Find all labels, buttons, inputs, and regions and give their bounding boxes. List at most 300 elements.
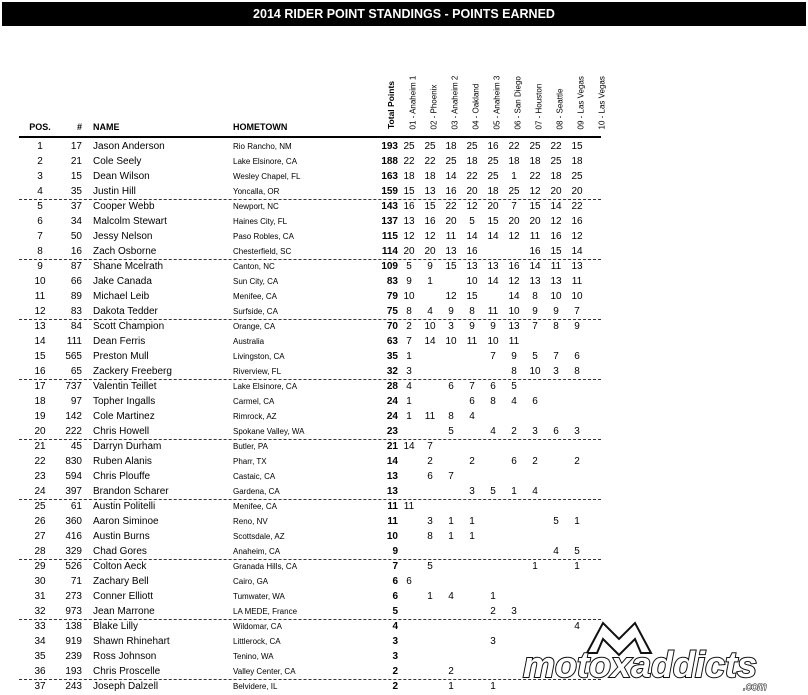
cell-round-points: 13 bbox=[445, 246, 457, 257]
cell-round-points: 1 bbox=[406, 396, 412, 407]
cell-round-points: 7 bbox=[406, 336, 412, 347]
cell-round-points: 9 bbox=[553, 306, 559, 317]
table-row bbox=[0, 409, 808, 424]
cell-round-points: 10 bbox=[466, 276, 478, 287]
cell-round-points: 3 bbox=[553, 366, 559, 377]
cell-round-points: 13 bbox=[571, 261, 583, 272]
cell-round-points: 10 bbox=[487, 336, 499, 347]
cell-round-points: 5 bbox=[406, 261, 412, 272]
cell-name: Justin Hill bbox=[93, 186, 136, 197]
cell-round-points: 14 bbox=[424, 336, 436, 347]
cell-number: 61 bbox=[70, 501, 82, 512]
cell-name: Dean Ferris bbox=[93, 336, 146, 347]
cell-hometown: Reno, NV bbox=[233, 517, 268, 526]
cell-round-points: 16 bbox=[550, 231, 562, 242]
cell-round-points: 11 bbox=[466, 336, 478, 347]
cell-round-points: 14 bbox=[550, 201, 562, 212]
cell-round-points: 1 bbox=[511, 486, 517, 497]
cell-round-points: 20 bbox=[424, 246, 436, 257]
cell-round-points: 12 bbox=[571, 231, 583, 242]
cell-round-points: 7 bbox=[448, 471, 454, 482]
cell-total: 24 bbox=[386, 396, 398, 407]
cell-round-points: 12 bbox=[529, 186, 541, 197]
col-header-round: 06 - San Diego bbox=[513, 76, 523, 130]
cell-name: Darryn Durham bbox=[93, 441, 162, 452]
cell-round-points: 4 bbox=[553, 546, 559, 557]
cell-round-points: 6 bbox=[511, 456, 517, 467]
cell-pos: 8 bbox=[37, 246, 43, 257]
cell-round-points: 8 bbox=[511, 366, 517, 377]
cell-round-points: 25 bbox=[403, 141, 415, 152]
cell-round-points: 16 bbox=[529, 246, 541, 257]
table-row bbox=[0, 424, 808, 439]
cell-pos: 4 bbox=[37, 186, 43, 197]
cell-round-points: 10 bbox=[403, 291, 415, 302]
cell-round-points: 8 bbox=[532, 291, 538, 302]
cell-pos: 36 bbox=[34, 666, 46, 677]
cell-round-points: 13 bbox=[529, 276, 541, 287]
cell-round-points: 2 bbox=[574, 456, 580, 467]
cell-round-points: 15 bbox=[529, 201, 541, 212]
cell-round-points: 22 bbox=[403, 156, 415, 167]
cell-round-points: 12 bbox=[508, 276, 520, 287]
cell-total: 9 bbox=[392, 546, 398, 557]
cell-round-points: 5 bbox=[574, 546, 580, 557]
cell-round-points: 25 bbox=[487, 156, 499, 167]
cell-name: Joseph Dalzell bbox=[93, 681, 159, 692]
cell-round-points: 3 bbox=[406, 366, 412, 377]
cell-round-points: 18 bbox=[445, 141, 457, 152]
cell-round-points: 15 bbox=[487, 216, 499, 227]
cell-hometown: Riverview, FL bbox=[233, 367, 282, 376]
cell-pos: 18 bbox=[34, 396, 46, 407]
cell-total: 3 bbox=[392, 636, 398, 647]
cell-total: 6 bbox=[392, 591, 398, 602]
cell-hometown: Australia bbox=[233, 337, 265, 346]
cell-name: Malcolm Stewart bbox=[93, 216, 167, 227]
cell-round-points: 6 bbox=[532, 396, 538, 407]
cell-number: 397 bbox=[65, 486, 82, 497]
col-header-total: Total Points bbox=[386, 80, 396, 129]
col-header-pos: POS. bbox=[29, 122, 51, 132]
cell-round-points: 4 bbox=[427, 306, 433, 317]
cell-round-points: 6 bbox=[427, 471, 433, 482]
cell-round-points: 16 bbox=[445, 186, 457, 197]
cell-name: Chris Howell bbox=[93, 426, 150, 437]
cell-round-points: 12 bbox=[403, 231, 415, 242]
cell-number: 565 bbox=[65, 351, 82, 362]
cell-pos: 21 bbox=[34, 441, 46, 452]
cell-pos: 25 bbox=[34, 501, 46, 512]
cell-name: Austin Politelli bbox=[93, 501, 156, 512]
cell-round-points: 1 bbox=[574, 516, 580, 527]
cell-number: 111 bbox=[66, 336, 82, 347]
cell-round-points: 20 bbox=[571, 186, 583, 197]
cell-number: 65 bbox=[70, 366, 82, 377]
cell-hometown: Menifee, CA bbox=[233, 502, 278, 511]
cell-number: 193 bbox=[65, 666, 82, 677]
table-row bbox=[0, 169, 808, 184]
cell-round-points: 16 bbox=[424, 216, 436, 227]
cell-round-points: 4 bbox=[490, 426, 496, 437]
cell-hometown: Newport, NC bbox=[233, 202, 279, 211]
cell-round-points: 7 bbox=[469, 381, 475, 392]
table-row bbox=[0, 439, 808, 454]
cell-round-points: 6 bbox=[490, 381, 496, 392]
cell-total: 32 bbox=[386, 366, 398, 377]
cell-round-points: 1 bbox=[490, 591, 496, 602]
cell-total: 10 bbox=[386, 531, 398, 542]
cell-number: 919 bbox=[65, 636, 82, 647]
cell-round-points: 6 bbox=[406, 576, 412, 587]
cell-hometown: Scottsdale, AZ bbox=[233, 532, 285, 541]
cell-pos: 33 bbox=[34, 621, 46, 632]
cell-round-points: 15 bbox=[403, 186, 415, 197]
cell-round-points: 6 bbox=[574, 351, 580, 362]
cell-round-points: 20 bbox=[550, 186, 562, 197]
cell-pos: 7 bbox=[37, 231, 43, 242]
cell-total: 79 bbox=[386, 291, 398, 302]
col-header-round: 10 - Las Vegas bbox=[597, 76, 607, 130]
table-row bbox=[0, 364, 808, 379]
cell-round-points: 20 bbox=[445, 216, 457, 227]
cell-name: Jake Canada bbox=[93, 276, 152, 287]
cell-round-points: 7 bbox=[427, 441, 433, 452]
cell-pos: 16 bbox=[34, 366, 46, 377]
cell-number: 973 bbox=[65, 606, 82, 617]
cell-round-points: 8 bbox=[448, 411, 454, 422]
cell-round-points: 20 bbox=[529, 216, 541, 227]
table-row bbox=[0, 259, 808, 274]
cell-total: 13 bbox=[386, 471, 398, 482]
cell-round-points: 9 bbox=[448, 306, 454, 317]
cell-number: 35 bbox=[70, 186, 82, 197]
cell-number: 594 bbox=[65, 471, 82, 482]
cell-hometown: Granada Hills, CA bbox=[233, 562, 298, 571]
cell-name: Preston Mull bbox=[93, 351, 149, 362]
cell-hometown: Gardena, CA bbox=[233, 487, 280, 496]
cell-round-points: 12 bbox=[424, 231, 436, 242]
cell-number: 138 bbox=[65, 621, 82, 632]
cell-total: 5 bbox=[392, 606, 398, 617]
cell-total: 159 bbox=[381, 186, 398, 197]
cell-hometown: Lake Elsinore, CA bbox=[233, 157, 298, 166]
cell-round-points: 2 bbox=[448, 666, 454, 677]
cell-hometown: Menifee, CA bbox=[233, 292, 278, 301]
cell-number: 97 bbox=[70, 396, 82, 407]
cell-round-points: 11 bbox=[529, 231, 541, 242]
cell-round-points: 14 bbox=[403, 441, 415, 452]
cell-round-points: 7 bbox=[490, 351, 496, 362]
table-row bbox=[0, 229, 808, 244]
cell-round-points: 9 bbox=[511, 351, 517, 362]
cell-round-points: 15 bbox=[550, 246, 562, 257]
cell-round-points: 11 bbox=[550, 261, 562, 272]
cell-round-points: 15 bbox=[424, 201, 436, 212]
cell-hometown: Wesley Chapel, FL bbox=[233, 172, 301, 181]
table-row bbox=[0, 289, 808, 304]
cell-pos: 12 bbox=[34, 306, 46, 317]
cell-round-points: 1 bbox=[469, 516, 475, 527]
cell-number: 243 bbox=[65, 681, 82, 692]
cell-round-points: 18 bbox=[403, 171, 415, 182]
cell-pos: 32 bbox=[34, 606, 46, 617]
cell-number: 84 bbox=[70, 321, 82, 332]
table-row bbox=[0, 139, 808, 154]
header-divider bbox=[19, 136, 601, 138]
cell-round-points: 12 bbox=[508, 231, 520, 242]
cell-pos: 2 bbox=[37, 156, 43, 167]
table-row bbox=[0, 529, 808, 544]
cell-pos: 23 bbox=[34, 471, 46, 482]
cell-total: 83 bbox=[386, 276, 398, 287]
table-row bbox=[0, 184, 808, 199]
cell-round-points: 3 bbox=[511, 606, 517, 617]
cell-name: Colton Aeck bbox=[93, 561, 147, 572]
cell-pos: 14 bbox=[34, 336, 46, 347]
cell-round-points: 1 bbox=[532, 561, 538, 572]
cell-pos: 30 bbox=[34, 576, 46, 587]
cell-round-points: 18 bbox=[571, 156, 583, 167]
cell-round-points: 10 bbox=[550, 291, 562, 302]
cell-round-points: 11 bbox=[487, 306, 499, 317]
cell-round-points: 4 bbox=[469, 411, 475, 422]
cell-round-points: 9 bbox=[406, 276, 412, 287]
cell-round-points: 2 bbox=[511, 426, 517, 437]
cell-round-points: 13 bbox=[487, 261, 499, 272]
cell-number: 360 bbox=[65, 516, 82, 527]
cell-name: Shane Mcelrath bbox=[93, 261, 164, 272]
cell-number: 66 bbox=[70, 276, 82, 287]
cell-number: 273 bbox=[65, 591, 82, 602]
cell-round-points: 18 bbox=[508, 156, 520, 167]
cell-name: Topher Ingalls bbox=[93, 396, 156, 407]
cell-round-points: 11 bbox=[424, 411, 436, 422]
cell-name: Austin Burns bbox=[93, 531, 150, 542]
cell-pos: 10 bbox=[34, 276, 46, 287]
cell-pos: 27 bbox=[34, 531, 46, 542]
cell-hometown: Carmel, CA bbox=[233, 397, 275, 406]
cell-number: 37 bbox=[70, 201, 82, 212]
cell-hometown: Butler, PA bbox=[233, 442, 268, 451]
cell-round-points: 18 bbox=[529, 156, 541, 167]
cell-round-points: 1 bbox=[427, 276, 433, 287]
table-row bbox=[0, 334, 808, 349]
cell-name: Cole Seely bbox=[93, 156, 142, 167]
cell-total: 6 bbox=[392, 576, 398, 587]
table-row bbox=[0, 394, 808, 409]
cell-hometown: Yoncalla, OR bbox=[233, 187, 280, 196]
cell-hometown: Tumwater, WA bbox=[233, 592, 285, 601]
cell-pos: 9 bbox=[37, 261, 43, 272]
cell-name: Ross Johnson bbox=[93, 651, 157, 662]
cell-round-points: 9 bbox=[574, 321, 580, 332]
table-row bbox=[0, 574, 808, 589]
cell-round-points: 22 bbox=[466, 171, 478, 182]
cell-total: 23 bbox=[386, 426, 398, 437]
table-row bbox=[0, 469, 808, 484]
cell-number: 45 bbox=[70, 441, 82, 452]
cell-number: 17 bbox=[70, 141, 82, 152]
cell-round-points: 8 bbox=[553, 321, 559, 332]
cell-total: 14 bbox=[386, 456, 398, 467]
cell-name: Dakota Tedder bbox=[93, 306, 158, 317]
cell-pos: 20 bbox=[34, 426, 46, 437]
cell-number: 15 bbox=[70, 171, 82, 182]
cell-hometown: Valley Center, CA bbox=[233, 667, 296, 676]
cell-total: 143 bbox=[381, 201, 398, 212]
col-header-round: 01 - Anaheim 1 bbox=[408, 75, 418, 130]
cell-total: 2 bbox=[392, 681, 398, 692]
cell-total: 11 bbox=[387, 501, 398, 512]
cell-round-points: 1 bbox=[406, 411, 412, 422]
cell-round-points: 16 bbox=[487, 141, 499, 152]
cell-round-points: 3 bbox=[490, 636, 496, 647]
cell-hometown: Spokane Valley, WA bbox=[233, 427, 305, 436]
col-header-round: 02 - Phoenix bbox=[429, 84, 439, 130]
cell-round-points: 5 bbox=[448, 426, 454, 437]
cell-number: 416 bbox=[65, 531, 82, 542]
cell-round-points: 13 bbox=[403, 216, 415, 227]
cell-round-points: 8 bbox=[490, 396, 496, 407]
cell-round-points: 22 bbox=[571, 201, 583, 212]
cell-name: Scott Champion bbox=[93, 321, 165, 332]
cell-number: 34 bbox=[70, 216, 82, 227]
cell-number: 89 bbox=[70, 291, 82, 302]
col-header-round: 03 - Anaheim 2 bbox=[450, 75, 460, 130]
table-row bbox=[0, 349, 808, 364]
cell-pos: 26 bbox=[34, 516, 46, 527]
logo-wordmark: motoxaddicts bbox=[523, 644, 758, 685]
cell-round-points: 25 bbox=[466, 141, 478, 152]
cell-pos: 1 bbox=[37, 141, 43, 152]
cell-name: Jason Anderson bbox=[93, 141, 165, 152]
cell-hometown: Wildomar, CA bbox=[233, 622, 282, 631]
cell-number: 50 bbox=[70, 231, 82, 242]
cell-hometown: Paso Robles, CA bbox=[233, 232, 294, 241]
cell-total: 114 bbox=[381, 246, 398, 257]
cell-round-points: 11 bbox=[508, 336, 520, 347]
cell-round-points: 22 bbox=[550, 141, 562, 152]
cell-number: 83 bbox=[70, 306, 82, 317]
cell-total: 28 bbox=[386, 381, 398, 392]
cell-round-points: 18 bbox=[466, 156, 478, 167]
cell-round-points: 9 bbox=[490, 321, 496, 332]
cell-name: Chris Plouffe bbox=[93, 471, 151, 482]
cell-total: 63 bbox=[386, 336, 398, 347]
cell-total: 115 bbox=[381, 231, 398, 242]
table-row bbox=[0, 514, 808, 529]
cell-round-points: 18 bbox=[424, 171, 436, 182]
cell-name: Zachary Bell bbox=[93, 576, 149, 587]
cell-pos: 19 bbox=[34, 411, 46, 422]
col-header-round: 09 - Las Vegas bbox=[576, 76, 586, 130]
cell-name: Zach Osborne bbox=[93, 246, 157, 257]
cell-round-points: 4 bbox=[511, 396, 517, 407]
cell-pos: 17 bbox=[34, 381, 46, 392]
cell-pos: 28 bbox=[34, 546, 46, 557]
cell-round-points: 1 bbox=[574, 561, 580, 572]
cell-name: Valentin Teillet bbox=[93, 381, 157, 392]
cell-round-points: 15 bbox=[466, 291, 478, 302]
cell-round-points: 8 bbox=[427, 531, 433, 542]
cell-name: Conner Elliott bbox=[93, 591, 154, 602]
cell-round-points: 3 bbox=[532, 426, 538, 437]
cell-pos: 5 bbox=[37, 201, 43, 212]
cell-round-points: 13 bbox=[466, 261, 478, 272]
cell-total: 75 bbox=[386, 306, 398, 317]
cell-hometown: Anaheim, CA bbox=[233, 547, 281, 556]
cell-number: 329 bbox=[65, 546, 82, 557]
table-row bbox=[0, 199, 808, 214]
cell-round-points: 4 bbox=[532, 486, 538, 497]
cell-round-points: 15 bbox=[445, 261, 457, 272]
table-row bbox=[0, 154, 808, 169]
col-header-hometown: HOMETOWN bbox=[233, 122, 288, 132]
logo-domain: .com bbox=[743, 681, 767, 693]
cell-round-points: 16 bbox=[466, 246, 478, 257]
cell-hometown: Livingston, CA bbox=[233, 352, 285, 361]
cell-pos: 15 bbox=[34, 351, 46, 362]
cell-pos: 29 bbox=[34, 561, 46, 572]
cell-total: 188 bbox=[381, 156, 398, 167]
cell-total: 109 bbox=[381, 261, 398, 272]
cell-round-points: 10 bbox=[508, 306, 520, 317]
cell-total: 4 bbox=[392, 621, 398, 632]
cell-round-points: 18 bbox=[487, 186, 499, 197]
table-row bbox=[0, 304, 808, 319]
cell-number: 16 bbox=[70, 246, 82, 257]
cell-round-points: 13 bbox=[508, 321, 520, 332]
cell-name: Aaron Siminoe bbox=[93, 516, 159, 527]
cell-round-points: 22 bbox=[424, 156, 436, 167]
cell-round-points: 14 bbox=[487, 231, 499, 242]
cell-round-points: 5 bbox=[469, 216, 475, 227]
cell-total: 163 bbox=[381, 171, 398, 182]
cell-round-points: 2 bbox=[406, 321, 412, 332]
page-title: 2014 RIDER POINT STANDINGS - POINTS EARNED bbox=[2, 2, 806, 26]
cell-round-points: 5 bbox=[427, 561, 433, 572]
cell-round-points: 11 bbox=[571, 276, 583, 287]
cell-total: 2 bbox=[392, 666, 398, 677]
cell-number: 222 bbox=[65, 426, 82, 437]
cell-round-points: 7 bbox=[553, 351, 559, 362]
table-row bbox=[0, 544, 808, 559]
table-row bbox=[0, 244, 808, 259]
cell-round-points: 1 bbox=[469, 531, 475, 542]
cell-number: 87 bbox=[70, 261, 82, 272]
cell-round-points: 10 bbox=[445, 336, 457, 347]
cell-hometown: Lake Elsinore, CA bbox=[233, 382, 298, 391]
cell-round-points: 20 bbox=[487, 201, 499, 212]
cell-round-points: 16 bbox=[571, 216, 583, 227]
cell-round-points: 11 bbox=[445, 231, 457, 242]
cell-round-points: 3 bbox=[448, 321, 454, 332]
cell-round-points: 3 bbox=[574, 426, 580, 437]
cell-round-points: 3 bbox=[469, 486, 475, 497]
cell-round-points: 1 bbox=[511, 171, 517, 182]
cell-round-points: 22 bbox=[445, 201, 457, 212]
cell-round-points: 2 bbox=[490, 606, 496, 617]
cell-round-points: 6 bbox=[553, 426, 559, 437]
cell-round-points: 12 bbox=[550, 216, 562, 227]
cell-name: Cole Martinez bbox=[93, 411, 155, 422]
cell-round-points: 10 bbox=[424, 321, 436, 332]
table-row bbox=[0, 589, 808, 604]
col-header-round: 08 - Seattle bbox=[555, 88, 565, 130]
cell-round-points: 25 bbox=[487, 171, 499, 182]
cell-pos: 37 bbox=[34, 681, 46, 692]
